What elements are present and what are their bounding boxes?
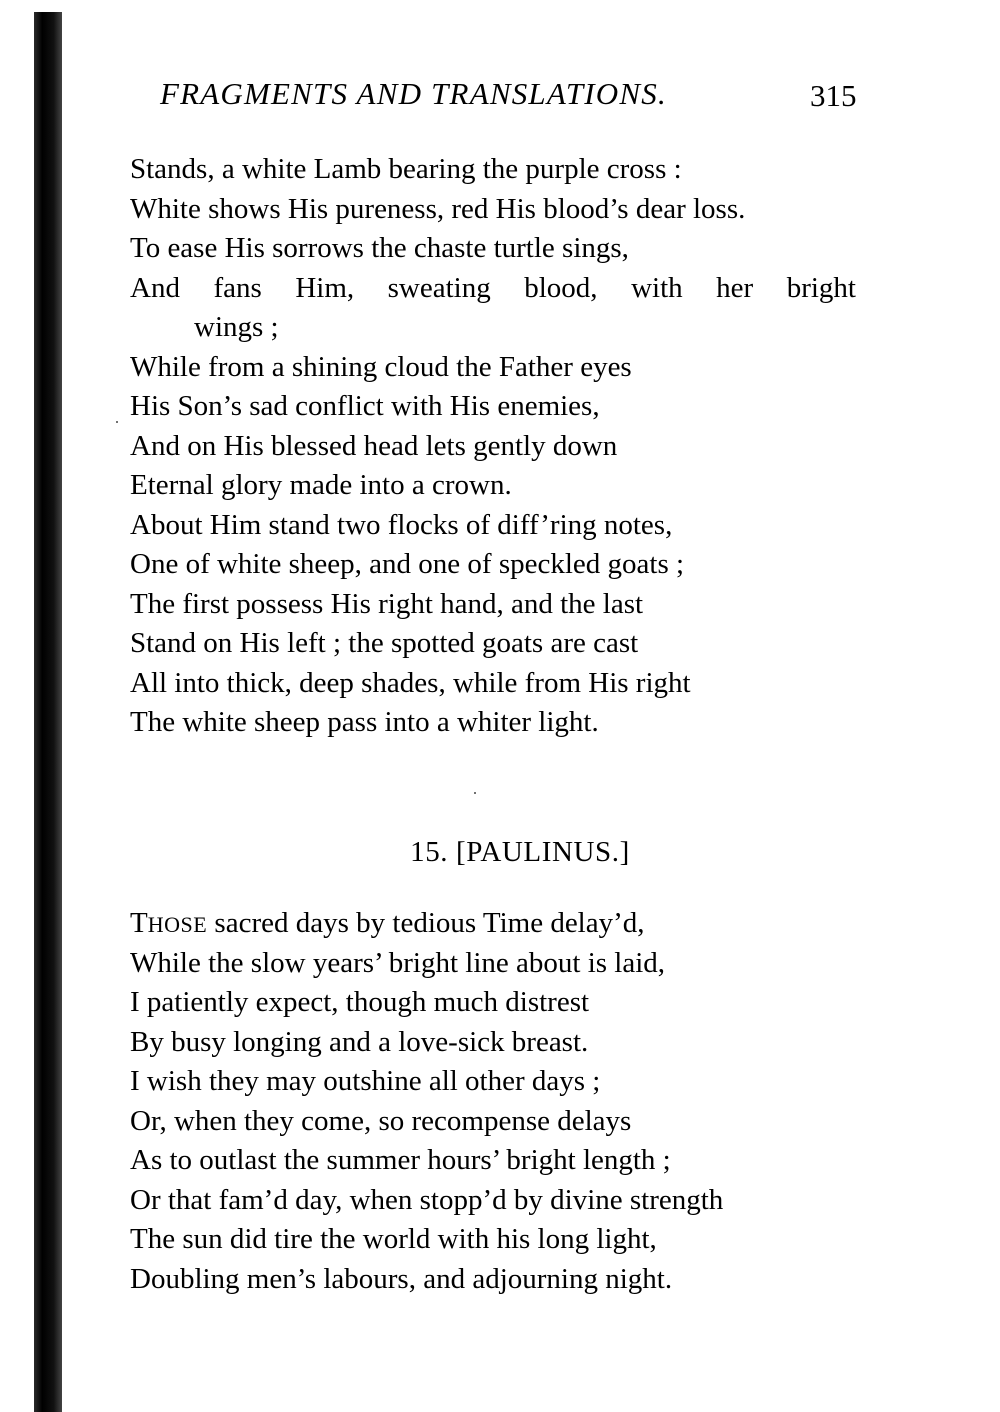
verse-line: Doubling men’s labours, and adjourning night. xyxy=(130,1262,673,1295)
verse-line-justified xyxy=(130,269,856,309)
verse-line: And on His blessed head lets gently down xyxy=(130,429,618,462)
verse-line: Or, when they come, so recompense delays xyxy=(130,1104,632,1137)
small-caps-word: HOSE xyxy=(147,912,208,937)
verse-line: While from a shining cloud the Father eyes xyxy=(130,350,632,383)
page-number: 315 xyxy=(810,78,857,113)
binding-gutter-shadow xyxy=(34,12,62,1412)
verse-line: Or that fam’d day, when stopp’d by divine strength xyxy=(130,1183,724,1216)
running-title: FRAGMENTS AND TRANSLATIONS. xyxy=(160,76,667,111)
drop-initial: T xyxy=(130,907,148,939)
verse-line: By busy longing and a love-sick breast. xyxy=(130,1025,589,1058)
poem-paulinus xyxy=(130,904,860,1299)
verse-line-turnover: wings ; xyxy=(194,311,279,343)
verse-line: One of white sheep, and one of speckled goats ; xyxy=(130,548,685,580)
verse-line: His Son’s sad conflict with His enemies, xyxy=(130,390,600,422)
section-heading xyxy=(0,836,1000,869)
first-line-rest: sacred days by tedious Time delay’d, xyxy=(207,907,645,939)
verse-word: Him, xyxy=(295,271,355,304)
verse-word: with xyxy=(631,271,683,304)
print-speck xyxy=(116,421,118,423)
verse-line: To ease His sorrows the chaste turtle sings, xyxy=(130,232,629,264)
verse-line: Eternal glory made into a crown. xyxy=(130,469,512,501)
verse-line: The first possess His right hand, and the last xyxy=(130,587,644,620)
verse-word: sweating xyxy=(387,271,491,304)
verse-line: The white sheep pass into a whiter light. xyxy=(130,706,599,738)
verse-word: fans xyxy=(213,271,262,304)
verse-line: I patiently expect, though much distrest xyxy=(130,986,590,1018)
print-speck xyxy=(474,792,476,794)
verse-line-first xyxy=(130,904,860,944)
verse-word: blood, xyxy=(524,271,598,304)
verse-line: Stand on His left ; the spotted goats are cast xyxy=(130,627,639,659)
verse-line: All into thick, deep shades, while from His right xyxy=(130,666,691,699)
verse-line: As to outlast the summer hours’ bright length ; xyxy=(130,1144,671,1176)
verse-line: About Him stand two flocks of diff’ring notes, xyxy=(130,508,673,541)
verse-word: bright xyxy=(786,271,856,304)
verse-word: her xyxy=(716,271,754,304)
verse-line: I wish they may outshine all other days ; xyxy=(130,1065,601,1097)
running-head xyxy=(160,76,860,120)
section-heading-text: 15. [PAULINUS.] xyxy=(410,836,630,868)
verse-line: White shows His pureness, red His blood’s dear loss. xyxy=(130,192,746,225)
verse-word: And xyxy=(130,271,180,304)
verse-line: While the slow years’ bright line about is laid, xyxy=(130,946,666,979)
verse-line: The sun did tire the world with his long light, xyxy=(130,1223,657,1255)
verse-line: Stands, a white Lamb bearing the purple cross : xyxy=(130,153,682,185)
poem-continued xyxy=(130,150,860,743)
